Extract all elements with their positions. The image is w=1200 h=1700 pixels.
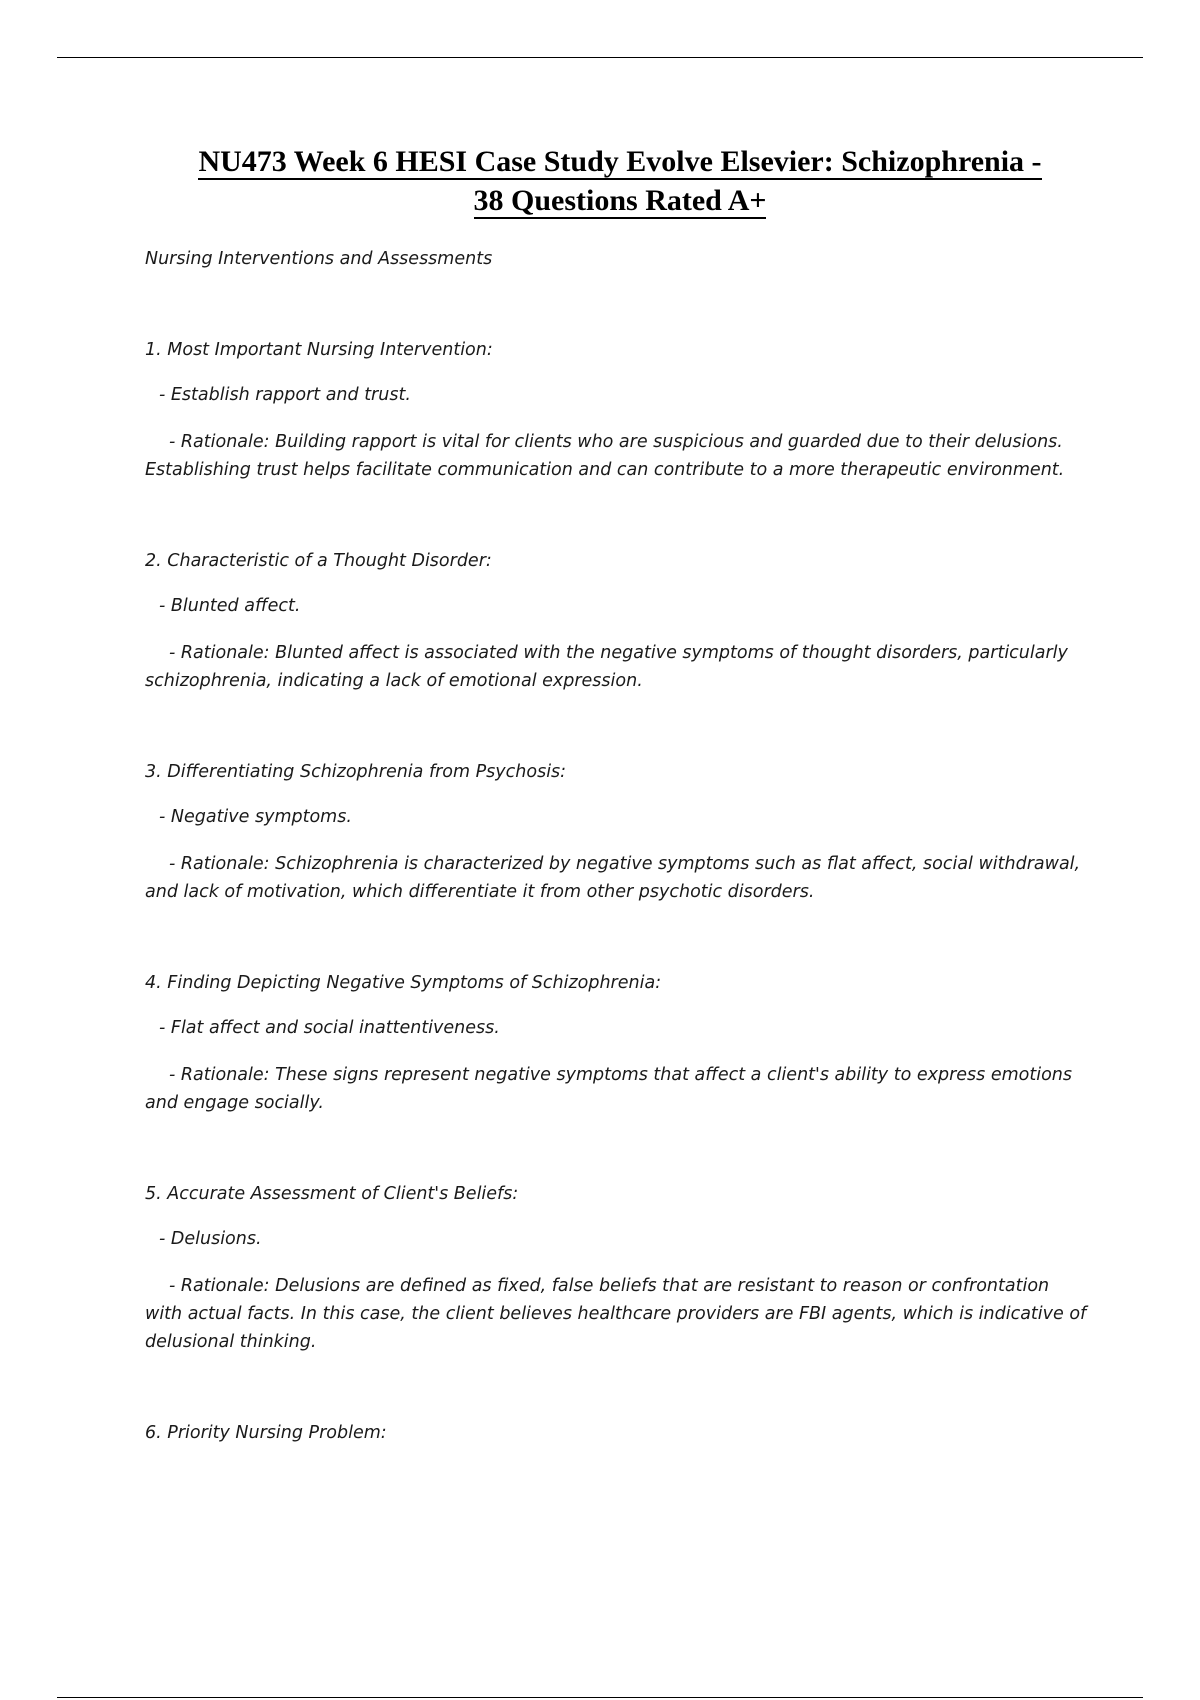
question-3: 3. Differentiating Schizophrenia from Psychosis:	[145, 762, 567, 782]
rationale-1: - Rationale: Building rapport is vital for clients who are suspicious and guarded due to their delusions. Establishing trust helps facilitate communication and can contribute to a more therapeutic environment.	[145, 432, 1065, 480]
question-2: 2. Characteristic of a Thought Disorder:	[145, 551, 492, 571]
title-line-2: 38 Questions Rated A+	[473, 184, 767, 217]
question-4: 4. Finding Depicting Negative Symptoms of Schizophrenia:	[145, 973, 662, 993]
answer-1: - Establish rapport and trust.	[159, 385, 411, 405]
document-title	[0, 142, 1200, 220]
answer-2: - Blunted affect.	[159, 596, 301, 616]
title-line-1: NU473 Week 6 HESI Case Study Evolve Elsevier: Schizophrenia -	[198, 145, 1042, 178]
section-heading: Nursing Interventions and Assessments	[145, 249, 493, 269]
rationale-5: - Rationale: Delusions are defined as fixed, false beliefs that are resistant to reason or confrontation with actual facts. In this case, the client believes healthcare providers are FBI agents, which is indicative of delusional thinking.	[145, 1276, 1087, 1352]
rationale-2: - Rationale: Blunted affect is associated with the negative symptoms of thought disorders, particularly schizophrenia, indicating a lack of emotional expression.	[145, 643, 1068, 691]
answer-4: - Flat affect and social inattentiveness.	[159, 1018, 500, 1038]
top-rule	[57, 57, 1143, 58]
bottom-rule	[57, 1697, 1143, 1698]
question-6: 6. Priority Nursing Problem:	[145, 1423, 387, 1443]
question-1: 1. Most Important Nursing Intervention:	[145, 340, 493, 360]
answer-5: - Delusions.	[159, 1229, 262, 1249]
rationale-4: - Rationale: These signs represent negative symptoms that affect a client's ability to express emotions and engage socially.	[145, 1065, 1072, 1113]
answer-3: - Negative symptoms.	[159, 807, 352, 827]
rationale-3: - Rationale: Schizophrenia is characterized by negative symptoms such as flat affect, social withdrawal, and lack of motivation, which differentiate it from other psychotic disorders.	[145, 854, 1081, 902]
question-5: 5. Accurate Assessment of Client's Beliefs:	[145, 1184, 519, 1204]
